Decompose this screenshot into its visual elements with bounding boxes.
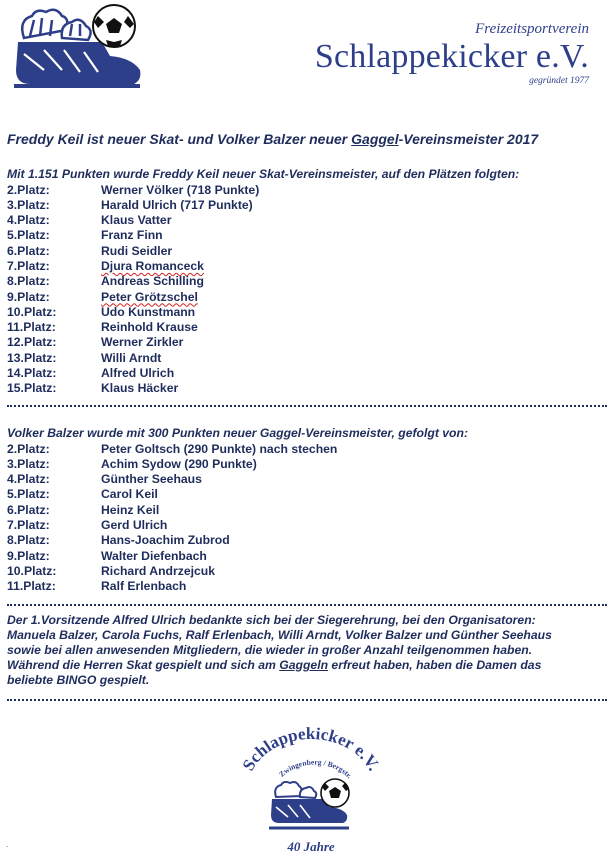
place-label: 9.Platz:	[7, 548, 50, 563]
club-name: Schlappekicker e.V.	[314, 38, 589, 75]
table-row	[7, 579, 607, 594]
table-row	[7, 335, 607, 350]
place-label: 3.Platz:	[7, 456, 50, 471]
closing-text: erfreut haben, haben die Damen das	[328, 658, 542, 673]
player-name: Alfred Ulrich	[101, 366, 175, 381]
club-pretitle: Freizeitsportverein	[475, 21, 589, 37]
closing-line	[7, 658, 607, 673]
player-name: Harald Ulrich (717 Punkte)	[101, 197, 253, 212]
table-row	[7, 244, 607, 259]
headline-part2: -Vereinsmeister 2017	[398, 131, 539, 147]
logo-arc-text: Schlappekicker e.V.	[238, 727, 384, 774]
player-name: Werner Völker (718 Punkte)	[101, 182, 260, 197]
player-name: Hans-Joachim Zubrod	[101, 533, 230, 548]
place-label: 2.Platz:	[7, 182, 50, 197]
headline-gaggel: Gaggel	[351, 131, 399, 147]
place-label: 5.Platz:	[7, 228, 50, 243]
skat-intro: Mit 1.151 Punkten wurde Freddy Keil neuer Skat-Vereinsmeister, auf den Plätzen folgten:	[7, 167, 520, 181]
place-label: 6.Platz:	[7, 243, 50, 258]
table-row	[7, 320, 607, 335]
player-name: Richard Andrzejcuk	[101, 563, 216, 578]
table-row	[7, 487, 607, 502]
player-name: Willi Arndt	[101, 350, 162, 365]
place-label: 8.Platz:	[7, 533, 50, 548]
place-label: 7.Platz:	[7, 258, 50, 273]
closing-gaggeln: Gaggeln	[279, 658, 329, 673]
table-row	[7, 503, 607, 518]
player-name: Franz Finn	[101, 228, 163, 243]
player-name: Udo Kunstmann	[101, 304, 196, 319]
player-name: Peter Goltsch (290 Punkte) nach stechen	[101, 441, 338, 456]
player-name: Ralf Erlenbach	[101, 579, 187, 594]
player-name: Carol Keil	[101, 487, 158, 502]
table-row	[7, 213, 607, 228]
player-name: Heinz Keil	[101, 502, 160, 517]
place-label: 6.Platz:	[7, 502, 50, 517]
table-row	[7, 183, 607, 198]
place-label: 12.Platz:	[7, 335, 57, 350]
place-label: 2.Platz:	[7, 441, 50, 456]
closing-text: Während die Herren Skat gespielt und sich am	[7, 658, 280, 673]
player-name: Reinhold Krause	[101, 320, 198, 335]
ball-icon	[321, 779, 349, 807]
closing-line: beliebte BINGO gespielt.	[7, 673, 150, 688]
logo-sub-text: Zwingenberg / Bergstr.	[277, 757, 355, 781]
player-name: Peter Grötzschel	[101, 289, 198, 304]
player-name: Andreas Schilling	[101, 274, 204, 289]
page-headline	[7, 131, 607, 147]
place-label: 13.Platz:	[7, 350, 57, 365]
player-name: Djura Romanceck	[101, 258, 204, 273]
table-row	[7, 228, 607, 243]
place-label: 10.Platz:	[7, 563, 57, 578]
closing-line: Manuela Balzer, Carola Fuchs, Ralf Erlenbach, Willi Arndt, Volker Balzer und Günther Seehaus	[7, 628, 552, 643]
closing-line: Der 1.Vorsitzende Alfred Ulrich bedankte sich bei der Siegerehrung, bei den Organisatoren:	[7, 613, 536, 627]
player-name: Gerd Ulrich	[101, 517, 168, 532]
place-label: 4.Platz:	[7, 472, 50, 487]
gaggel-results	[7, 426, 607, 594]
player-name: Klaus Vatter	[101, 213, 172, 228]
place-label: 3.Platz:	[7, 197, 50, 212]
headline-part1: Freddy Keil ist neuer Skat- und Volker Balzer neuer	[7, 131, 352, 147]
table-row	[7, 442, 607, 457]
place-label: 11.Platz:	[7, 320, 56, 335]
club-founded: gegründet 1977	[529, 76, 589, 86]
player-name: Achim Sydow (290 Punkte)	[101, 456, 257, 471]
table-row	[7, 259, 607, 274]
table-row	[7, 198, 607, 213]
table-row	[7, 381, 607, 396]
player-name: Walter Diefenbach	[101, 548, 207, 563]
place-label: 14.Platz:	[7, 366, 57, 381]
player-name: Rudi Seidler	[101, 243, 173, 258]
player-name: Klaus Häcker	[101, 381, 179, 396]
svg-text:Schlappekicker e.V.	[239, 727, 384, 774]
club-header	[315, 20, 589, 87]
place-label: 11.Platz:	[7, 579, 56, 594]
table-row	[7, 457, 607, 472]
logo-years: 40 Jahre	[287, 839, 335, 854]
skat-results	[7, 167, 607, 397]
gaggel-intro: Volker Balzer wurde mit 300 Punkten neuer Gaggel-Vereinsmeister, gefolgt von:	[7, 426, 468, 440]
anniversary-logo	[236, 727, 386, 857]
dotted-divider	[7, 699, 607, 701]
player-name: Werner Zirkler	[101, 335, 184, 350]
table-row	[7, 305, 607, 320]
table-row	[7, 274, 607, 289]
closing-line: sowie bei allen anwesenden Mitgliedern, die wieder in großer Anzahl teilgenommen haben.	[7, 643, 533, 658]
place-label: 5.Platz:	[7, 487, 50, 502]
closing-paragraph	[7, 613, 607, 688]
player-name: Günther Seehaus	[101, 472, 202, 487]
place-label: 10.Platz:	[7, 304, 57, 319]
dotted-divider	[7, 604, 607, 606]
place-label: 4.Platz:	[7, 213, 50, 228]
table-row	[7, 564, 607, 579]
svg-text:Zwingenberg / Bergstr.	[277, 758, 354, 781]
footer-mark: .	[6, 840, 9, 849]
table-row	[7, 518, 607, 533]
place-label: 9.Platz:	[7, 289, 50, 304]
table-row	[7, 290, 607, 305]
table-row	[7, 366, 607, 381]
club-logo-boot-ball	[10, 2, 145, 97]
place-label: 7.Platz:	[7, 517, 50, 532]
table-row	[7, 351, 607, 366]
table-row	[7, 549, 607, 564]
place-label: 15.Platz:	[7, 381, 57, 396]
place-label: 8.Platz:	[7, 274, 50, 289]
table-row	[7, 533, 607, 548]
table-row	[7, 472, 607, 487]
dotted-divider	[7, 405, 607, 407]
